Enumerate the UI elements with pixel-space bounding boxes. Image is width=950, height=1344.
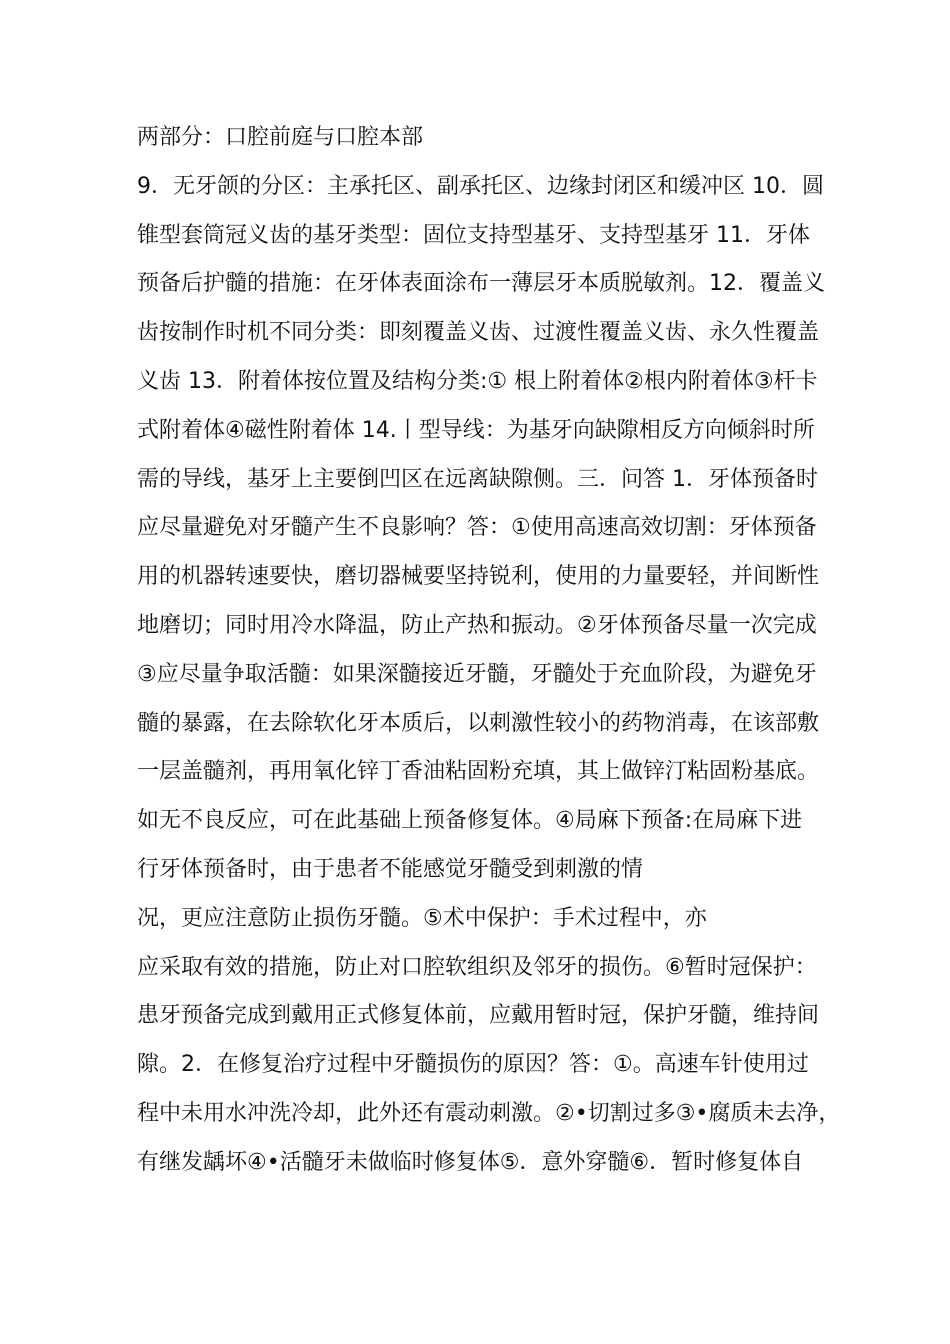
- text-line: 行牙体预备时，由于患者不能感觉牙髓受到刺激的情: [137, 856, 644, 882]
- text-line: 式附着体④磁性附着体 14.丨型导线：为基牙向缺隙相反方向倾斜时所: [137, 417, 815, 443]
- text-line: 应尽量避免对牙髓产生不良影响？答：①使用高速高效切割：牙体预备: [137, 515, 817, 541]
- text-line: 9．无牙颌的分区：主承托区、副承托区、边缘封闭区和缓冲区 10．圆: [137, 173, 824, 199]
- text-line: 用的机器转速要快，磨切器械要坚持锐利，使用的力量要轻，并间断性: [137, 564, 820, 590]
- body-text: [137, 114, 897, 1188]
- text-line: 如无不良反应，可在此基础上预备修复体。④局麻下预备:在局麻下进: [137, 808, 803, 834]
- text-line: 患牙预备完成到戴用正式修复体前，应戴用暂时冠，保护牙髓，维持间: [137, 1003, 820, 1029]
- text-line: 预备后护髓的措施：在牙体表面涂布一薄层牙本质脱敏剂。12．覆盖义: [137, 271, 825, 297]
- text-line: 隙。2．在修复治疗过程中牙髓损伤的原因？答：①。高速车针使用过: [137, 1052, 809, 1078]
- text-line: 一层盖髓剂，再用氧化锌丁香油粘固粉充填，其上做锌汀粘固粉基底。: [137, 759, 820, 785]
- text-line: 需的导线，基牙上主要倒凹区在远离缺隙侧。三．问答 1．牙体预备时: [137, 466, 818, 492]
- text-line: 有继发龋坏④•活髓牙未做临时修复体⑤．意外穿髓⑥．暂时修复体自: [137, 1149, 804, 1175]
- text-line: 程中未用水冲洗冷却，此外还有震动刺激。②•切割过多③•腐质未去净，: [137, 1100, 841, 1126]
- text-line: 况，更应注意防止损伤牙髓。⑤术中保护：手术过程中，亦: [137, 905, 707, 931]
- text-line: 两部分：口腔前庭与口腔本部: [137, 125, 424, 150]
- text-line: ③应尽量争取活髓：如果深髓接近牙髓，牙髓处于充血阶段，为避免牙: [137, 661, 817, 687]
- text-line: 义齿 13．附着体按位置及结构分类:① 根上附着体②根内附着体③杆卡: [137, 368, 818, 394]
- text-line: 地磨切；同时用冷水降温，防止产热和振动。②牙体预备尽量一次完成: [137, 612, 817, 638]
- text-line: 齿按制作时机不同分类：即刻覆盖义齿、过渡性覆盖义齿、永久性覆盖: [137, 320, 820, 346]
- text-line: 锥型套筒冠义齿的基牙类型：固位支持型基牙、支持型基牙 11．牙体: [137, 222, 810, 248]
- text-line: 髓的暴露，在去除软化牙本质后，以刺激性较小的药物消毒，在该部敷: [137, 710, 820, 736]
- text-line: 应采取有效的措施，防止对口腔软组织及邻牙的损伤。⑥暂时冠保护：: [137, 954, 817, 980]
